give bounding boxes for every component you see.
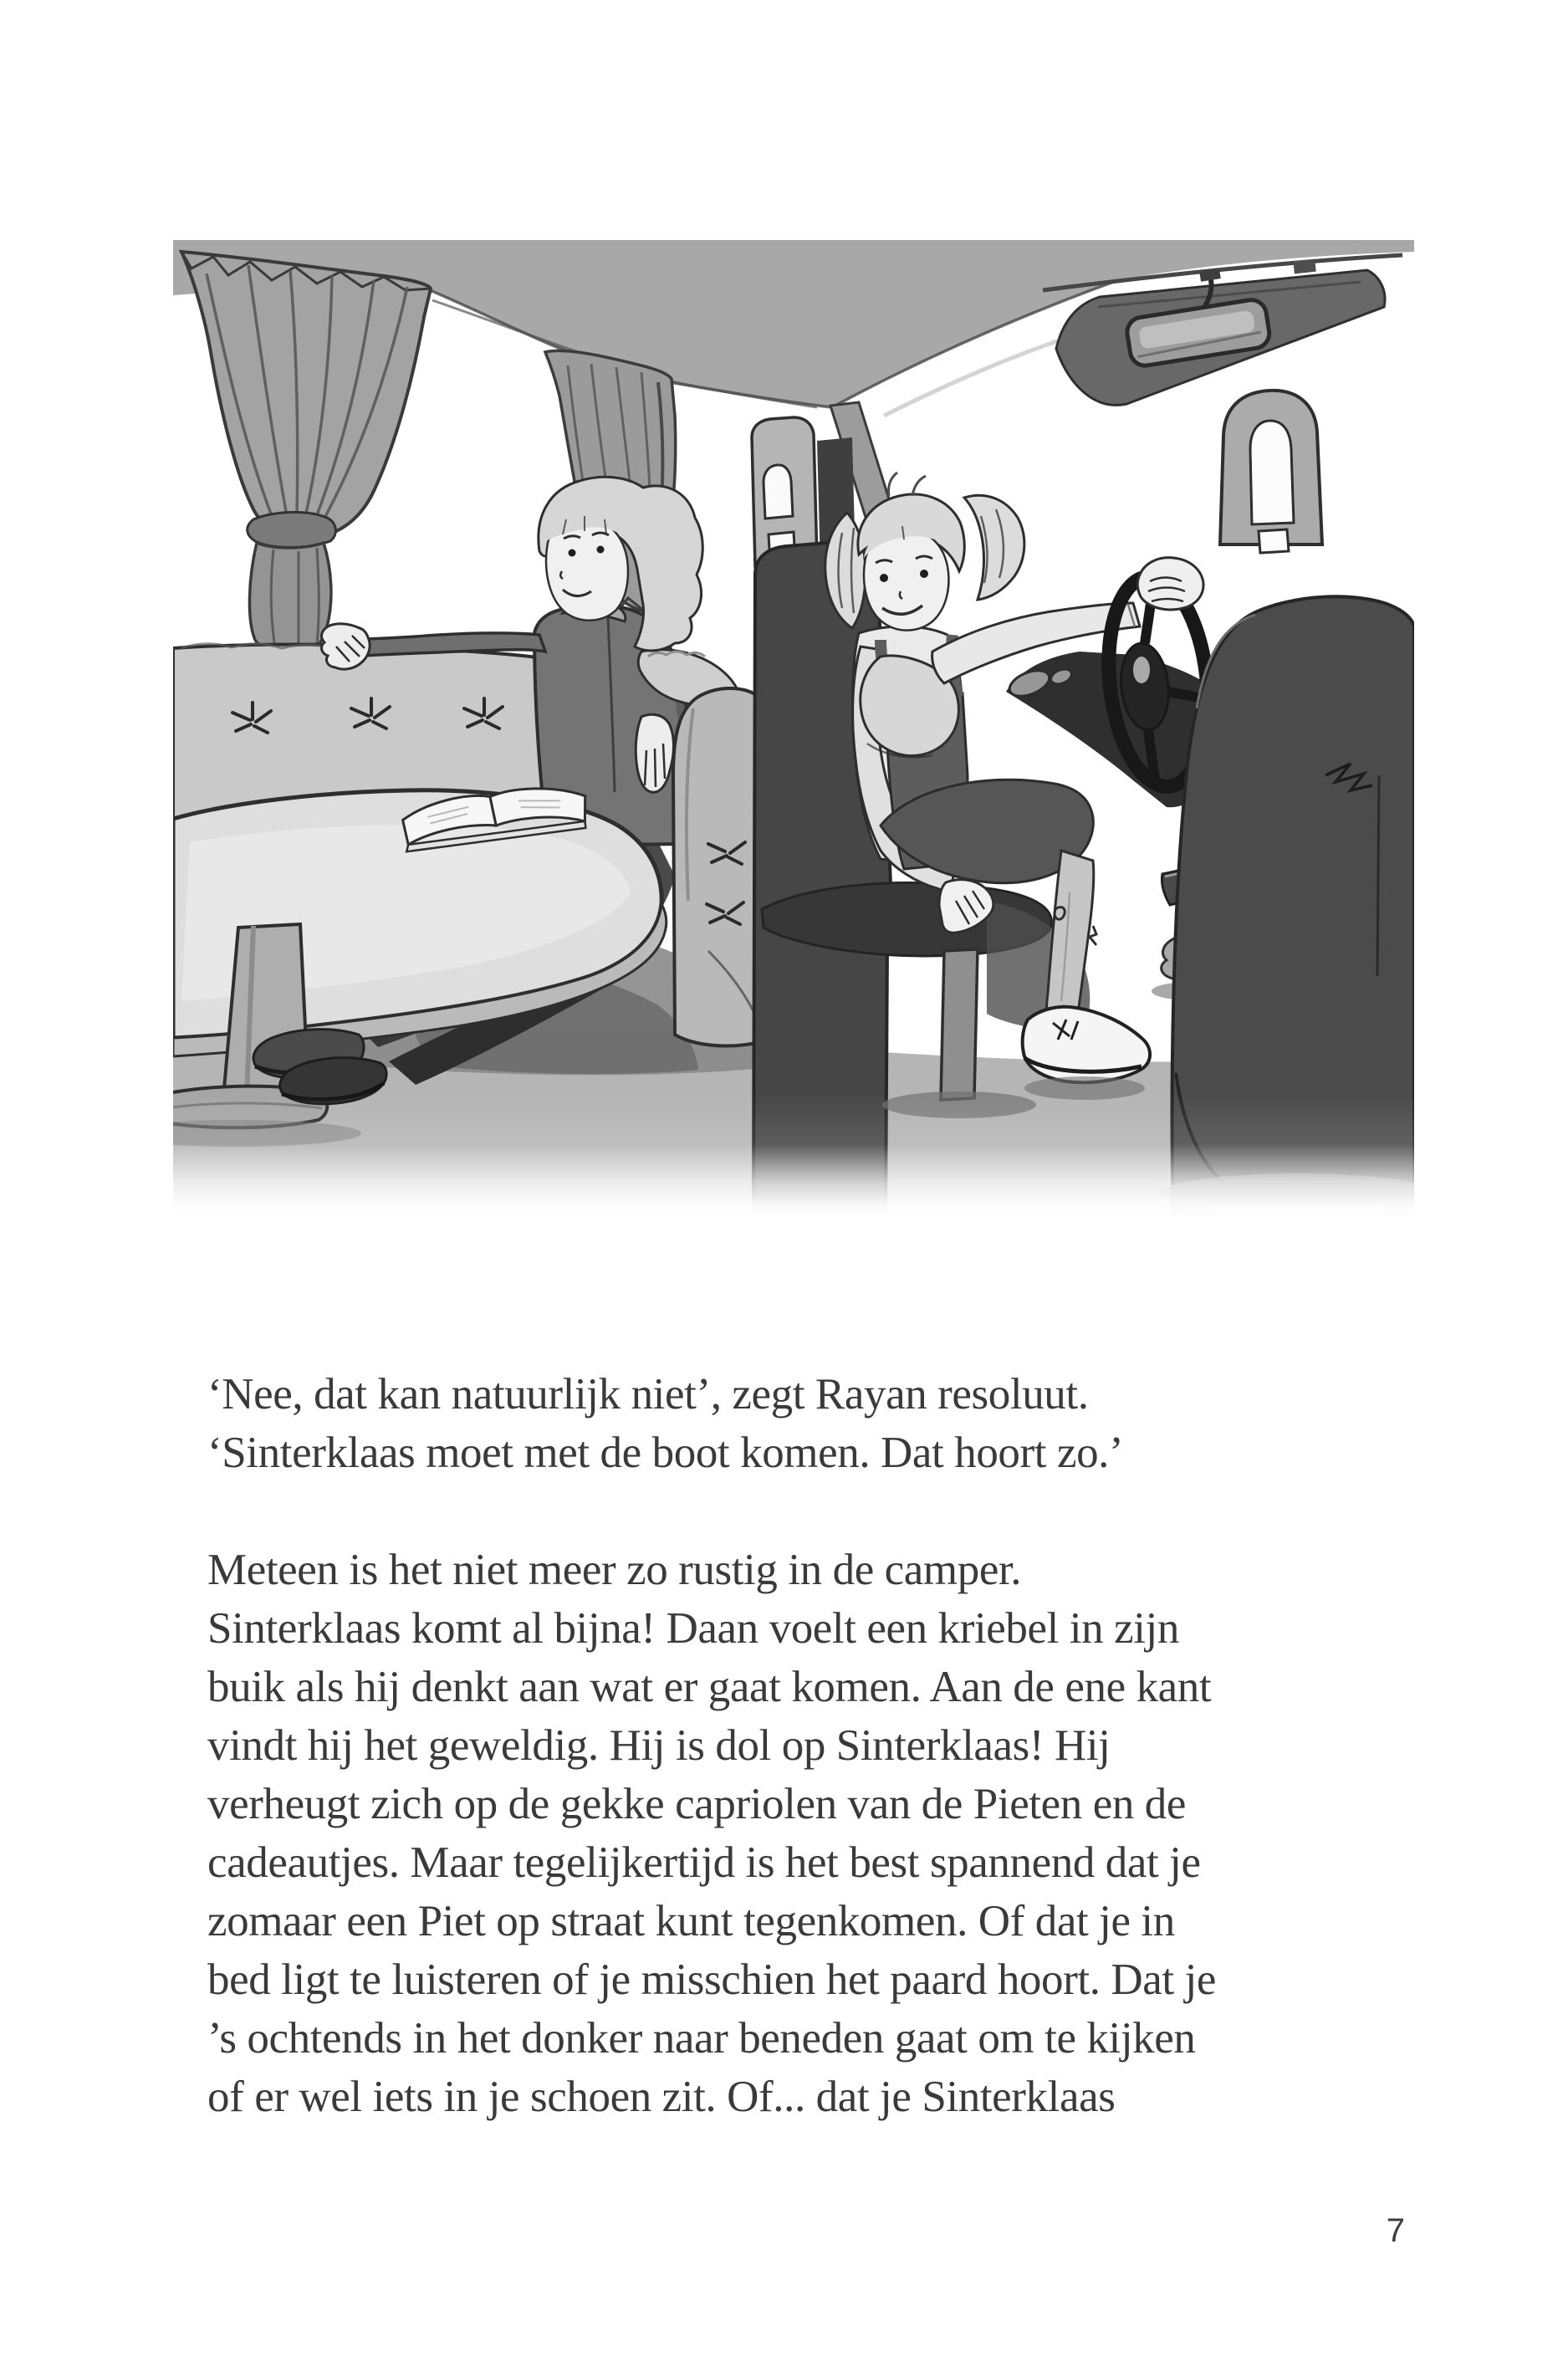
storybook-illustration	[173, 240, 1414, 1220]
page-number: 7	[1386, 2212, 1405, 2249]
text-line: zomaar een Piet op straat kunt tegenkomen. Of dat je in	[207, 1897, 1175, 1945]
story-text	[207, 1365, 1403, 2126]
text-line: vindt hij het geweldig. Hij is dol op Sinterklaas! Hij	[207, 1721, 1111, 1770]
seat-post	[941, 949, 978, 1100]
paragraph-narrative	[207, 1541, 1403, 2126]
text-line: buik als hij denkt aan wat er gaat komen. Aan de ene kant	[207, 1663, 1212, 1711]
text-line: cadeautjes. Maar tegelijkertijd is het best spannend dat je	[207, 1838, 1201, 1887]
boy-arm-on-sill	[349, 633, 545, 657]
text-line: ‘Sinterklaas moet met de boot komen. Dat hoort zo.’	[207, 1429, 1124, 1477]
paragraph-dialogue	[207, 1365, 1403, 1482]
camper-interior-scene	[173, 240, 1414, 1220]
text-line: ’s ochtends in het donker naar beneden gaat om te kijken	[207, 2014, 1196, 2063]
floor-fade	[173, 1093, 1414, 1220]
girl-hand-on-wheel	[1137, 558, 1203, 610]
text-line: Meteen is het niet meer zo rustig in de camper.	[207, 1546, 1022, 1594]
text-line: Sinterklaas komt al bijna! Daan voelt een kriebel in zijn	[207, 1604, 1179, 1653]
text-line: of er wel iets in je schoen zit. Of... dat je Sinterklaas	[207, 2073, 1116, 2121]
window-curtain-left	[181, 252, 431, 660]
text-line: ‘Nee, dat kan natuurlijk niet’, zegt Rayan resoluut.	[207, 1370, 1089, 1419]
text-line: verheugt zich op de gekke capriolen van de Pieten en de	[207, 1780, 1187, 1828]
text-line: bed ligt te luisteren of je misschien het paard hoort. Dat je	[207, 1955, 1217, 2004]
girl-pigtail	[964, 495, 1024, 600]
